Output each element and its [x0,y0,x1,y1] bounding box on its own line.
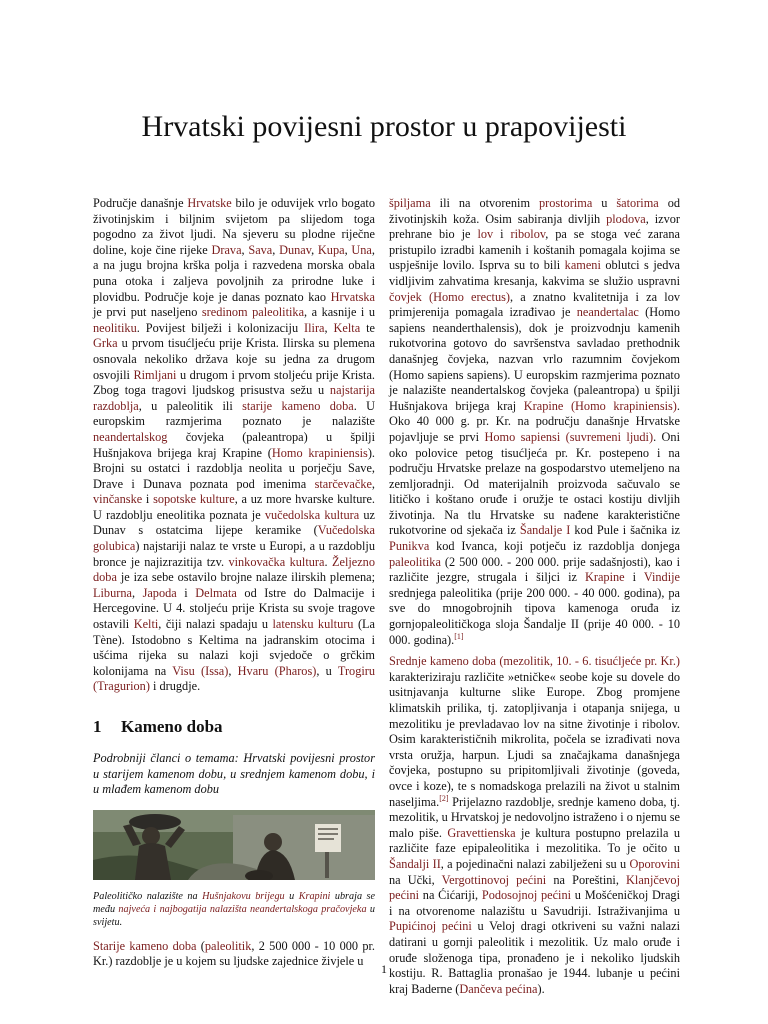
article-link[interactable]: ribolov [510,227,546,242]
page-title: Hrvatski povijesni prostor u prapovijesti [141,110,627,143]
article-link[interactable]: Oporovini [629,856,680,871]
article-link[interactable]: Japoda [142,585,177,600]
article-link[interactable]: starčevačke [314,476,372,491]
article-link[interactable]: Krapine [584,570,625,585]
article-link[interactable]: Drava [211,242,242,257]
article-link[interactable]: latensku kulturu [272,617,354,632]
article-link[interactable]: Kupa [317,242,345,257]
article-link[interactable]: Delmata [195,585,237,600]
article-link[interactable]: Željezno doba [93,554,375,585]
article-link[interactable]: Visu (Issa) [172,663,229,678]
article-link[interactable]: Grka [93,336,118,351]
article-link[interactable]: Pupićinoj pećini [389,919,472,934]
article-link[interactable]: špiljama [389,196,431,210]
article-link[interactable]: Punikva [389,539,430,554]
article-link[interactable]: Trogiru (Tragurion) [93,663,376,694]
article-link[interactable]: kameni [564,258,601,273]
article-link[interactable]: paleolitik [204,938,252,953]
article-link[interactable]: Kelta [333,320,361,335]
left-column [93,196,375,976]
article-link[interactable]: sredinom paleolitika [201,305,305,320]
article-link[interactable]: Vučedolska golubica [93,523,375,554]
article-link[interactable]: Gravettienska [447,825,516,840]
paleolithic-continued-paragraph: špiljama ili na otvorenim prostorima u šatorima od životinjskih koža. Osim sabiranja divljih plodova, izvor prehrane bio je lov i ribolov, pa se stoga već zarana pristupilo izradbi kamenih i koštanih pomagala kojima se uspješnije lovilo. Isprva su to bili kameni oblutci s jedva vidljivim zahvatima kresanja, kakvima se služio uspravni čovjek (Homo erectus), a znatno kvalitetnija i za lov primjerenija pomagala izrađivao je neandertalac (Homo sapiens neanderthalensis), dok je proizvodnju kamenih rukotvorina gotovo do savršenstva savladao prethodnik današnjeg čovjeka, nazvan vrlo razumnim čovjekom (Homo sapiens sapiens). U europskim razmjerima poznato je nalazište neandertalskog čovjeka (paleantropa) u špilji Hušnjakova brijega kraj Krapine (Homo krapiniensis). Oko 40 000 g. pr. Kr. na području današnje Hrvatske pojavljuje se prvi Homo sapiensi (suvremeni ljudi). Oni oko polovice petog tisućljeća pr. Kr. postepeno i na području Hrvatske prelaze na gospodarstvo utemeljeno na zemljoradnji. Od materijalnih proizvoda sačuvalo se litičko i koštano oruđe i oružje te ostaci kostiju divljih životinja. Na tlu Hrvatske su nađene karakteristične rukotvorine od sjekača iz Šandalje I kod Pule i šačnika iz Punikva kod Ivanca, koji potječu iz razdoblja donjega paleolitika (2 500 000. - 200 000. prije sadašnjosti), kao i različite jezgre, strugala i šiljci iz Krapine i Vindije srednjega paleolitika (prije 200 000. - 40 000. godina), pa sve do mnogobrojnih tipova kamenoga oruđa iz gornjopaleolitičkoga sloja Šandalje II (prije 40 000. - 10 000. godina).[1] [389,196,681,647]
article-link[interactable]: starije kameno doba [242,398,354,413]
page-number: 1 [381,962,387,976]
article-link[interactable]: paleolitika [389,554,441,569]
article-link[interactable]: čovjek (Homo erectus) [389,289,510,304]
article-link[interactable]: Srednje kameno doba (mezolitik, 10. - 6. tisućljeće pr. Kr.) [389,654,680,669]
article-link[interactable]: Dunav [279,242,312,257]
section-title: Kameno doba [121,717,223,736]
paleolithic-paragraph: Starije kameno doba (paleolitik, 2 500 000 - 10 000 pr. Kr.) razdoblje je u kojem su ljudske zajednice živjele u [93,938,375,969]
article-link[interactable]: najstarija razdoblja [93,383,375,413]
article-link[interactable]: Vindije [643,570,680,585]
article-link[interactable]: vinčanske [93,492,143,507]
article-link[interactable]: Hrvatske [187,196,232,210]
article-link[interactable]: najveća i najbogatija nalazišta neandertalskoga pračovjeka [118,903,367,915]
right-column [389,196,680,1003]
section-heading [93,717,375,737]
article-link[interactable]: neandertalac [576,305,639,320]
article-link[interactable]: Hrvatska [330,289,375,304]
article-link[interactable]: Ilira [304,320,325,335]
intro-paragraph: Područje današnje Hrvatske bilo je oduvijek vrlo bogato životinjskim i biljnim svijetom pa slijedom toga pogodno za život ljudi. Na sjeveru su plodne riječne doline, koje čine rijeke Drava, Sava, Dunav, Kupa, Una, a na jugu brojna krška polja i razvedena morska obala puna otoka i zaljeva povoljnih za prirodne luke i plovidbu. Područje koje je danas poznato kao Hrvatska je prvi put naseljeno sredinom paleolitika, a kasnije i u neolitiku. Povijest bilježi i kolonizaciju Ilira, Kelta te Grka u prvom tisućljeću prije Krista. Ilirska su plemena osnovala nekoliko država koje su jedna za drugom osvojili Rimljani u drugom i prvom stoljeću prije Krista. Zbog toga tragovi ljudskog prisustva sežu u najstarija razdoblja, u paleolitik ili starije kameno doba. U europskim razmjerima poznato je nalazište neandertalskog čovjeka (paleantropa) u špilji Hušnjakova brijega kraj Krapine (Homo krapiniensis). Brojni su ostatci i razdoblja neolita u porječju Save, Drave i Dunava poznata pod imenima starčevačke, vinčanske i sopotske kulture, a uz more hvarske kulture. U razdoblju eneolitika poznata je vučedolska kultura uz Dunav s ostatcima lijepe keramike (Vučedolska golubica) najstariji nalaz te vrste u Europi, a u razdoblju bronce je najizrazitija tzv. vinkovačka kultura. Željezno doba je iza sebe ostavilo brojne nalaze ilirskih plemena; Liburna, Japoda i Delmata od Istre do Dalmacije i Hercegovine. U 4. stoljeću prije Krista su svoje tragove ostavili Kelti, čiji nalazi spadaju u latensku kulturu (La Tène). Istodobno s Keltima na jadranskim otocima i ušćima rijeka su nalazi koji svjedoče o grčkim kolonijama na Visu (Issa), Hvaru (Pharos), u Trogiru (Tragurion) i drugdje. [93,196,376,694]
photo-drawing [93,810,375,880]
reference-link[interactable]: [2] [439,793,449,803]
article-link[interactable]: vinkovačka kultura [228,554,325,569]
article-link[interactable]: Hušnjakovu brijegu [202,890,285,902]
article-link[interactable]: neandertalskog [93,429,168,444]
article-link[interactable]: šatorima [616,196,659,210]
article-link[interactable]: Hvaru (Pharos) [237,663,317,678]
article-link[interactable]: Kelti [133,617,159,632]
article-link[interactable]: Liburna [93,585,132,600]
article-link[interactable]: Dančeva pećina [459,981,538,996]
article-link[interactable]: neolitiku [93,320,137,335]
article-link[interactable]: Klanjčevoj pećini [389,872,680,903]
article-link[interactable]: Vergottinovoj pećini [441,872,547,887]
figure-caption: Paleolitičko nalazište na Hušnjakovu brijegu u Krapini ubraja se među najveća i najbogatija nalazišta neandertalskoga pračovjeka u svijetu. [93,890,375,928]
article-link[interactable]: Una [351,242,372,257]
neanderthal-sculptures-photo [93,810,375,880]
article-link[interactable]: prostorima [539,196,593,210]
reference-link[interactable]: [1] [454,631,464,641]
article-link[interactable]: Krapini [298,890,331,902]
detail-articles-note: Podrobniji članci o temama: Hrvatski povijesni prostor u starijem kamenom dobu, u srednjem kamenom dobu, i u mlađem kamenom dobu [93,751,375,797]
mesolithic-paragraph: Srednje kameno doba (mezolitik, 10. - 6. tisućljeće pr. Kr.) karakteriziraju različite »etničke« seobe koje su dovele do usitnjavanja kulturne slike Europe. Zbog promjene klimatskih prilika, tj. zatopljivanja i otapanja snijega, u mezolitiku je prevladavao lov na sitne životinje i ribolov. Osim karakterističnih mikrolita, počela se izrađivati nova vrsta oružja, harpun. Ljudi sa značajkama današnjega čovjeka, postupno su pripitomljivali životinje (goveda, ovce i koze), te s nomadskoga prelazili na život u stalnim naseljima.[2] Prijelazno razdoblje, srednje kameno doba, tj. mezolitik, u Hrvatskoj je nedovoljno istraženo i o njemu se malo piše. Gravettienska je kultura postupno prelazila u različite faze epipaleolitika i mezolitika. To je očito u Šandalji II, a pojedinačni nalazi zabilježeni su u Oporovini na Učki, Vergottinovoj pećini na Poreštini, Klanjčevoj pećini na Ćićariji, Podosojnoj pećini u Mošćeničkoj Dragi i na otvorenome nalazištu u Savudriji. Istraživanjima u Pupićinoj pećini u Veloj dragi otkriveni su važni nalazi datirani u gornji paleolitik i mezolitik. Uz malo oruđe i oruđe složenoga tipa, pronađeno je i nekoliko ljudskih kostiju. R. Battaglia pronašao je 1944. lubanje u pećini kraj Baderne (Dančeva pećina). [389,654,680,996]
article-link[interactable]: Šandalje I [519,523,571,538]
article-link[interactable]: Krapine (Homo krapiniensis) [523,398,677,413]
article-link[interactable]: vučedolska kultura [264,507,360,522]
article-link[interactable]: Šandalji II [389,856,441,871]
article-link[interactable]: Homo krapiniensis [271,445,368,460]
article-link[interactable]: Sava [248,242,273,257]
section-number: 1 [93,717,102,736]
article-link[interactable]: Rimljani [133,367,177,382]
article-link[interactable]: Homo sapiensi (suvremeni ljudi) [484,429,654,444]
article-link[interactable]: lov [477,227,494,242]
article-link[interactable]: Podosojnoj pećini [481,888,572,903]
article-link[interactable]: plodova [606,211,646,226]
article-link[interactable]: sopotske kulture [153,492,235,507]
article-link[interactable]: Starije kameno doba [93,938,197,953]
